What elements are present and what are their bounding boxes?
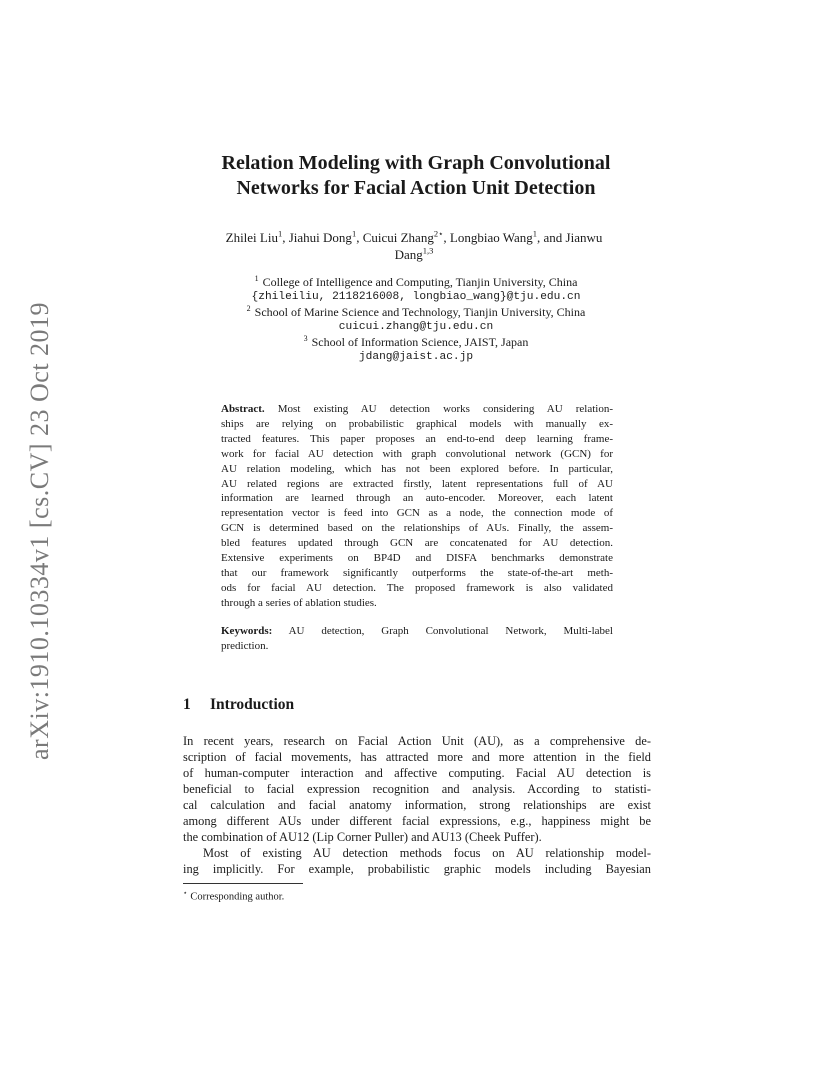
- keywords-line: prediction.: [221, 640, 269, 652]
- body-line: cal calculation and facial anatomy information, strong relationships are exist: [183, 798, 651, 813]
- abstract-line: Extensive experiments on BP4D and DISFA benchmarks demonstrate: [221, 552, 613, 565]
- affiliation-1: [160, 275, 672, 290]
- body-line: ing implicitly. For example, probabilistic graphic models including Bayesian: [183, 862, 651, 877]
- author-affil-mark: 1: [351, 228, 357, 239]
- arxiv-stamp: arXiv:1910.10334v1 [cs.CV] 23 Oct 2019: [25, 301, 54, 760]
- keywords-label: Keywords:: [221, 625, 273, 637]
- abstract-line: [221, 402, 613, 417]
- abstract-line: that our framework significantly outperforms the state-of-the-art meth-: [221, 566, 613, 579]
- affiliation-1-email[interactable]: {zhileiliu, 2118216008, longbiao_wang}@tju.edu.cn: [251, 290, 581, 303]
- body-line: scription of facial movements, has attracted more and more attention in the field: [183, 750, 651, 765]
- author-affil-mark: 2⋆: [433, 228, 444, 239]
- abstract-line: bled features updated through GCN are concatenated for AU detection.: [221, 537, 613, 550]
- footnote-rule: [183, 883, 303, 884]
- author-name: Zhilei Liu: [225, 230, 278, 245]
- abstract-line: tracted features. This paper proposes an end-to-end deep learning frame-: [221, 432, 613, 445]
- body-line: Most of existing AU detection methods focus on AU relationship model-: [203, 846, 651, 861]
- abstract-line: representation vector is feed into GCN as a node, the connection mode of: [221, 507, 613, 520]
- body-line: In recent years, research on Facial Action Unit (AU), as a comprehensive de-: [183, 734, 651, 748]
- section-heading: [183, 695, 653, 715]
- body-line: among different AUs under different facial expressions, e.g., happiness might be: [183, 814, 651, 829]
- author-name-first: Jianwu: [565, 230, 603, 245]
- keywords: [221, 624, 613, 654]
- body-line: of human-computer interaction and affective computing. Facial AU detection is: [183, 766, 651, 781]
- affiliations: [160, 275, 672, 364]
- author-line-1: [190, 229, 638, 246]
- abstract-label: Abstract.: [221, 403, 265, 415]
- author-separator: ,: [356, 230, 363, 245]
- author-name: Longbiao Wang: [449, 230, 533, 245]
- title-line-2: Networks for Facial Action Unit Detection: [236, 177, 596, 199]
- paper-title: [150, 151, 682, 201]
- keywords-text: AU detection, Graph Convolutional Network, Multi-label: [288, 625, 613, 637]
- footnote-mark: ⋆: [183, 889, 188, 897]
- footnote-text: Corresponding author.: [190, 891, 285, 903]
- author-affil-mark: 1: [532, 228, 537, 239]
- affiliation-mark: 2: [246, 303, 251, 313]
- author-name-last: Dang: [394, 247, 423, 262]
- affiliation-text: College of Intelligence and Computing, Tianjin University, China: [262, 275, 578, 289]
- keywords-line: [221, 624, 613, 639]
- body-text: [183, 733, 651, 877]
- affiliation-text: School of Marine Science and Technology, Tianjin University, China: [254, 304, 586, 319]
- affiliation-3: [160, 335, 672, 350]
- affiliation-2: [160, 305, 672, 320]
- body-line: beneficial to facial expression recognition and analysis. According to statisti-: [183, 782, 651, 797]
- section-number: 1: [183, 696, 191, 713]
- abstract-text: Most existing AU detection works considering AU relation-: [277, 403, 614, 415]
- abstract-line: ods for facial AU detection. The proposed framework is also validated: [221, 581, 613, 594]
- footnote: [183, 886, 643, 905]
- abstract-line: work for facial AU detection with graph convolutional network (GCN) for: [221, 447, 613, 460]
- abstract-line: GCN is determined based on the relationships of AUs. Finally, the assem-: [221, 522, 613, 535]
- author-line-2: [190, 246, 638, 263]
- author-list: [190, 229, 638, 263]
- affiliation-text: School of Information Science, JAIST, Japan: [311, 334, 529, 349]
- affiliation-mark: 1: [254, 274, 259, 283]
- author-name: Cuicui Zhang: [362, 230, 434, 245]
- abstract-line: ships are relying on probabilistic graphical models with manually ex-: [221, 417, 613, 430]
- author-affil-mark: 1,3: [422, 245, 434, 256]
- abstract-line: AU related regions are extracted firstly, latent representations full of AU: [221, 477, 613, 490]
- abstract-line: through a series of ablation studies.: [221, 596, 377, 609]
- body-line: the combination of AU12 (Lip Corner Puller) and AU13 (Cheek Puffer).: [183, 830, 542, 845]
- abstract-line: AU relation modeling, which has not been explored before. In particular,: [221, 462, 613, 475]
- title-line-1: Relation Modeling with Graph Convolutional: [221, 152, 611, 174]
- affiliation-mark: 3: [303, 333, 308, 343]
- section-title: Introduction: [210, 696, 295, 713]
- author-separator: ,: [443, 230, 450, 245]
- abstract-line: information are learned through an auto-encoder. Moreover, each latent: [221, 492, 613, 505]
- affiliation-3-email[interactable]: jdang@jaist.ac.jp: [358, 350, 474, 363]
- affiliation-2-email[interactable]: cuicui.zhang@tju.edu.cn: [338, 320, 494, 333]
- author-separator: ,: [282, 230, 289, 245]
- author-affil-mark: 1: [277, 228, 283, 239]
- author-name: Jiahui Dong: [288, 230, 352, 245]
- abstract: [221, 402, 613, 611]
- author-separator: , and: [537, 230, 566, 245]
